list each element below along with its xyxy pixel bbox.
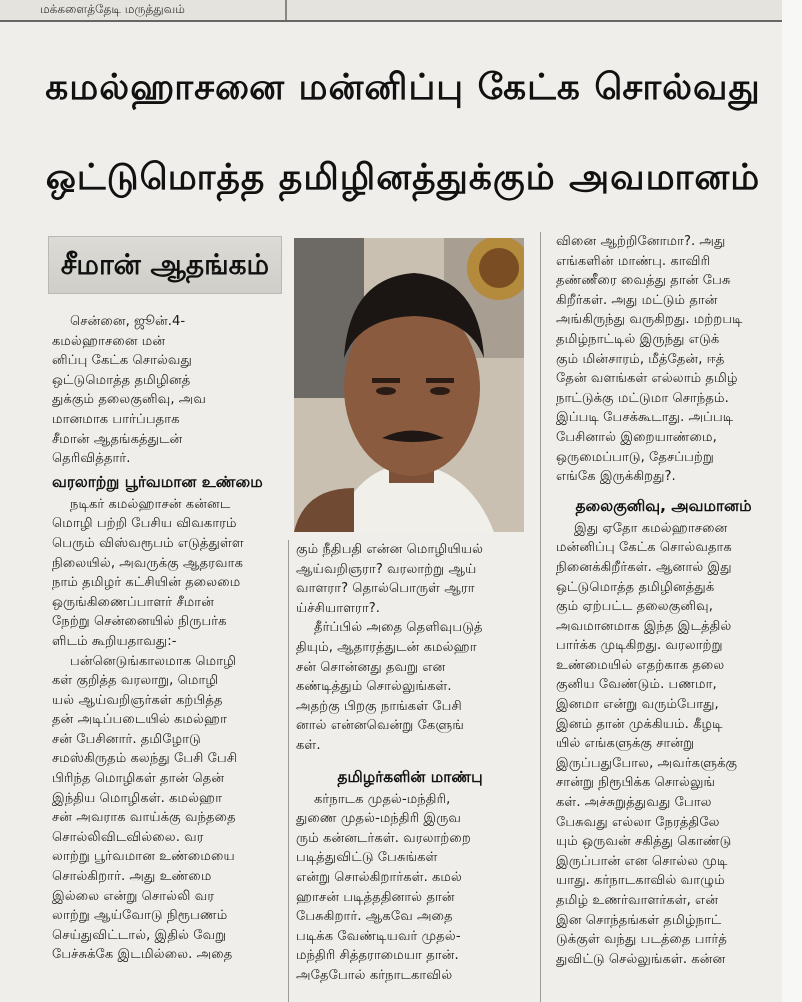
- page-edge: [782, 0, 802, 1002]
- body-line: பேசுகிறார். ஆகவே அதை: [296, 909, 453, 925]
- intro-line: துக்கும் தலைகுனிவு, அவ: [52, 392, 207, 408]
- body-line: துவிட்டு செல்லுங்கள். கன்ன: [556, 951, 726, 967]
- body-line: சமஸ்கிருதம் கலந்து பேசி பேசி: [52, 751, 238, 767]
- body-line: குனிய வேண்டும். பணமா,: [556, 677, 717, 693]
- body-line: இந்திய மொழிகள். கமல்ஹா: [52, 790, 223, 806]
- body-line: ஹாசன் படித்ததினால் தான்: [296, 889, 455, 905]
- intro-line: தெரிவித்தார்.: [52, 451, 131, 467]
- body-line: பேசினால் இறையாண்மை,: [556, 429, 717, 445]
- masthead-divider: [285, 0, 287, 20]
- body-line: பார்க்க முடிகிறது. வரலாற்று: [556, 638, 723, 654]
- intro-line: ஒட்டுமொத்த தமிழினத்: [52, 372, 191, 388]
- subheading-history: வரலாற்று பூர்வமான உண்மை: [52, 472, 263, 491]
- body-line: சொல்கிறார். அது உண்மை: [52, 869, 212, 885]
- body-line: எங்கே இருக்கிறது?.: [556, 469, 676, 485]
- body-line: கள். அச்சுறுத்துவது போல: [556, 795, 712, 811]
- body-line: டுக்குள் வந்து படத்தை பார்த்: [556, 932, 727, 948]
- masthead-text: மக்களைத்தேடி மருத்துவம்: [40, 2, 185, 16]
- subheading-shame: தலைகுனிவு, அவமானம்: [575, 496, 752, 515]
- body-line: தண்ணீரை வைத்து தான் பேசு: [556, 273, 731, 289]
- body-line: மந்திரி சித்தராமையா தான்.: [296, 948, 459, 964]
- body-line: என்று சொல்கிறார்கள். கமல்: [296, 869, 462, 885]
- seeman-photo: [294, 238, 524, 532]
- body-line: னால் என்னவென்று கேளுங்: [296, 718, 464, 734]
- body-line: அதற்கு பிறகு நாங்கள் பேசி: [296, 698, 462, 714]
- body-line: இருப்பதுபோல, அவர்களுக்கு: [556, 755, 738, 771]
- body-line: யில் எங்களுக்கு சான்று: [556, 736, 695, 752]
- body-line: மொழி பற்றி பேசிய விவகாரம்: [52, 516, 237, 532]
- body-line: கிறீர்கள். அது மட்டும் தான்: [556, 292, 718, 308]
- body-line: யல் ஆய்வறிஞர்கள் கற்பித்த: [52, 692, 223, 708]
- intro-line: னிப்பு கேட்க சொல்வது: [52, 353, 192, 369]
- body-line: ஒட்டுமொத்த தமிழினத்துக்: [556, 579, 715, 595]
- body-line: கள்.: [296, 737, 321, 753]
- column-2: [296, 540, 524, 985]
- body-line: நிலையில், அவருக்கு ஆதரவாக: [52, 555, 244, 571]
- body-line: நேற்று சென்னையில் நிருபர்க: [52, 614, 227, 630]
- body-line: லாற்று ஆய்வோடு நிரூபணம்: [52, 908, 228, 924]
- body-line: ஆய்வறிஞரா? வரலாற்று ஆய்: [296, 561, 477, 577]
- body-line: சன் பேசினார். தமிழோடு: [52, 731, 201, 747]
- column-1: [52, 312, 282, 965]
- body-line: கும் ஏற்பட்ட தலைகுனிவு,: [556, 599, 713, 615]
- body-line: இது ஏதோ கமல்ஹாசனை: [574, 520, 728, 536]
- body-line: அவமானமாக இந்த இடத்தில்: [556, 618, 732, 634]
- masthead-strip: [0, 0, 782, 22]
- body-line: நடிகர் கமல்ஹாசன் கன்னட: [70, 496, 231, 512]
- body-line: படிக்க வேண்டியவர் முதல்-: [296, 928, 461, 944]
- headline-line-1: கமல்ஹாசனை மன்னிப்பு கேட்க சொல்வது: [45, 67, 761, 108]
- body-line: அங்கிருந்து வருகிறது. மற்றபடி: [556, 312, 743, 328]
- body-line: மன்னிப்பு கேட்க சொல்வதாக: [556, 540, 732, 556]
- body-line: சொல்லிவிடவில்லை. வர: [52, 829, 204, 845]
- body-line: சான்று நிரூபிக்க சொல்லுங்: [556, 775, 716, 791]
- column-3: [556, 232, 771, 969]
- body-line: கும் மின்சாரம், மீத்தேன், ஈத்: [556, 351, 725, 367]
- body-line: இனமா என்று வரும்போது,: [556, 697, 719, 713]
- body-line: பன்னெடுங்காலமாக மொழி: [70, 653, 237, 669]
- body-line: சன் சொன்னது தவறு என: [296, 659, 446, 675]
- body-line: படித்துவிட்டு பேசுங்கள்: [296, 850, 438, 866]
- body-line: யாது. கர்நாடகாவில் வாழும்: [556, 873, 725, 889]
- body-line: ளிடம் கூறியதாவது:-: [52, 633, 177, 649]
- body-line: நினைக்கிறீர்கள். ஆனால் இது: [556, 559, 732, 575]
- body-line: நாம் தமிழர் கட்சியின் தலைமை: [52, 575, 241, 591]
- body-line: இல்லை என்று சொல்லி வர: [52, 888, 215, 904]
- body-line: தியும், ஆதாரத்துடன் கமல்ஹா: [296, 639, 477, 655]
- body-line: தீர்ப்பில் அதை தெளிவுபடுத்: [314, 620, 483, 636]
- column-divider: [540, 232, 541, 1002]
- body-line: வினை ஆற்றினோமா?. அது: [556, 234, 726, 249]
- intro-line: மானமாக பார்ப்பதாக: [52, 411, 180, 427]
- body-line: தமிழ்நாட்டில் இருந்து எடுக்: [556, 331, 720, 347]
- body-line: கும் நீதிபதி என்ன மொழியியல்: [296, 542, 484, 557]
- subheading-pride: தமிழர்களின் மாண்பு: [337, 767, 483, 786]
- body-line: ய்ச்சியாளரா?.: [296, 600, 380, 616]
- intro-line: சீமான் ஆதங்கத்துடன்: [52, 431, 183, 447]
- body-line: வாளரா? தொல்பொருள் ஆரா: [296, 581, 475, 597]
- kicker-label: சீமான் ஆதங்கம்: [48, 236, 282, 294]
- body-line: தேன் வளங்கள் எல்லாம் தமிழ்: [556, 371, 738, 387]
- intro-line: கமல்ஹாசனை மன்: [52, 333, 166, 349]
- body-line: இனம் தான் முக்கியம். கீழடி: [556, 716, 723, 732]
- body-line: அதேபோல் கர்நாடகாவில்: [296, 967, 453, 983]
- body-line: ரும் கன்னடர்கள். வரலாற்றை: [296, 830, 471, 846]
- body-line: யும் ஒருவன் சகித்து கொண்டு: [556, 834, 732, 850]
- body-line: ஒருமைப்பாடு, தேசப்பற்று: [556, 449, 714, 465]
- body-line: செய்துவிட்டால், இதில் வேறு: [52, 927, 227, 943]
- body-line: சன் அவராக வாய்க்கு வந்ததை: [52, 810, 236, 826]
- body-line: பேச்சுக்கே இடமில்லை. அதை: [52, 947, 233, 963]
- body-line: எங்களின் மாண்பு. காவிரி: [556, 253, 711, 269]
- portrait-illustration: [294, 238, 524, 532]
- body-line: இன சொந்தங்கள் தமிழ்நாட்: [556, 912, 722, 928]
- body-line: இருப்பான் என சொல்ல முடி: [556, 853, 728, 869]
- body-line: பெரும் விஸ்வரூபம் எடுத்துள்ள: [52, 535, 244, 551]
- body-line: ஒருங்கிணைப்பாளர் சீமான்: [52, 594, 214, 610]
- dateline: சென்னை, ஜூன்.4-: [70, 314, 186, 329]
- body-line: தமிழ் உணர்வாளர்கள், என்: [556, 893, 719, 908]
- body-line: கண்டித்தும் சொல்லுங்கள்.: [296, 679, 452, 695]
- headline-line-2: ஒட்டுமொத்த தமிழினத்துக்கும் அவமானம்: [45, 157, 761, 198]
- column-divider: [288, 540, 289, 1002]
- body-line: பிரிந்த மொழிகள் தான் தென்: [52, 771, 225, 787]
- body-line: கள் குறித்த வரலாறு, மொழி: [52, 673, 219, 689]
- body-line: உண்மையில் எதற்காக தலை: [556, 657, 725, 673]
- body-line: துணை முதல்-மந்திரி இருவ: [296, 811, 462, 827]
- body-line: தன் அடிப்படையில் கமல்ஹா: [52, 712, 228, 728]
- body-line: பேசுவது எல்லா நேரத்திலே: [556, 814, 720, 830]
- body-line: கர்நாடக முதல்-மந்திரி,: [314, 791, 451, 807]
- body-line: இப்படி பேசக்கூடாது. அப்படி: [556, 410, 734, 426]
- body-line: லாற்று பூர்வமான உண்மையை: [52, 849, 235, 865]
- body-line: நாட்டுக்கு மட்டுமா சொந்தம்.: [556, 390, 729, 406]
